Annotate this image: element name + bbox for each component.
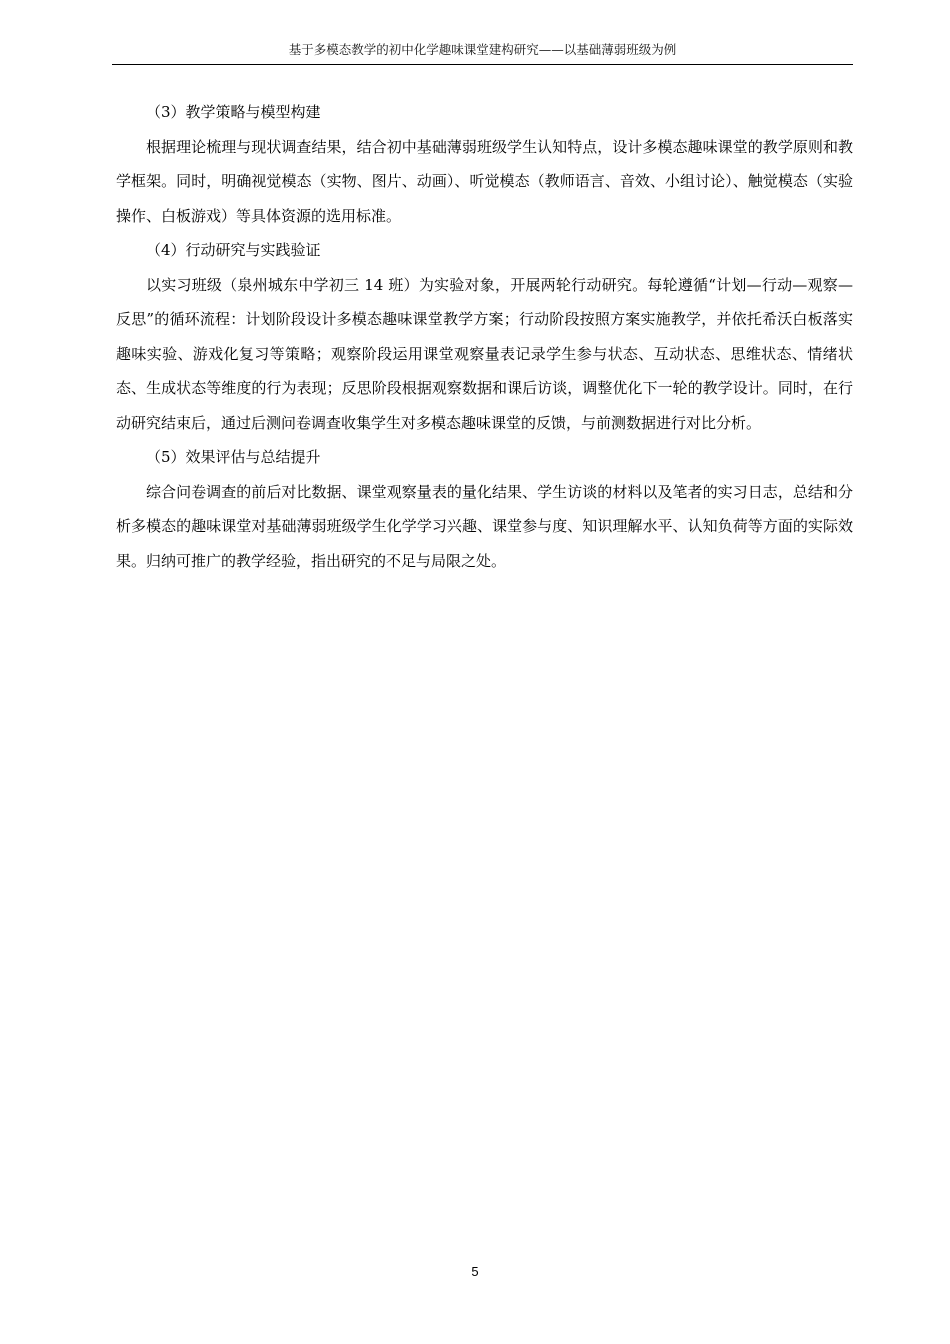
section-heading-5: （5）效果评估与总结提升 xyxy=(146,448,321,466)
section-paragraph-5: 综合问卷调查的前后对比数据、课堂观察量表的量化结果、学生访谈的材料以及笔者的实习日志，总结和分析多模态的趣味课堂对基础薄弱班级学生化学学习兴趣、课堂参与度、知识理解水平、认知负荷等方面的实际效果。归纳可推广的教学经验，指出研究的不足与局限之处。 xyxy=(116,482,853,570)
section-paragraph-3: 根据理论梳理与现状调查结果，结合初中基础薄弱班级学生认知特点，设计多模态趣味课堂的教学原则和教学框架。同时，明确视觉模态（实物、图片、动画）、听觉模态（教师语言、音效、小组讨论）、触觉模态（实验操作、白板游戏）等具体资源的选用标准。 xyxy=(116,137,853,225)
document-body xyxy=(116,95,853,578)
section-heading-4: （4）行动研究与实践验证 xyxy=(146,241,321,259)
header-rule xyxy=(112,64,853,65)
running-header: 基于多模态教学的初中化学趣味课堂建构研究——以基础薄弱班级为例 xyxy=(288,42,677,57)
section-paragraph-4: 以实习班级（泉州城东中学初三 14 班）为实验对象，开展两轮行动研究。每轮遵循“计划—行动—观察—反思”的循环流程：计划阶段设计多模态趣味课堂教学方案；行动阶段按照方案实施教学，并依托希沃白板落实趣味实验、游戏化复习等策略；观察阶段运用课堂观察量表记录学生参与状态、互动状态、思维状态、情绪状态、生成状态等维度的行为表现；反思阶段根据观察数据和课后访谈，调整优化下一轮的教学设计。同时，在行动研究结束后，通过后测问卷调查收集学生对多模态趣味课堂的反馈，与前测数据进行对比分析。 xyxy=(116,275,853,432)
page-number: 5 xyxy=(471,1264,479,1279)
section-heading-3: （3）教学策略与模型构建 xyxy=(146,103,321,121)
